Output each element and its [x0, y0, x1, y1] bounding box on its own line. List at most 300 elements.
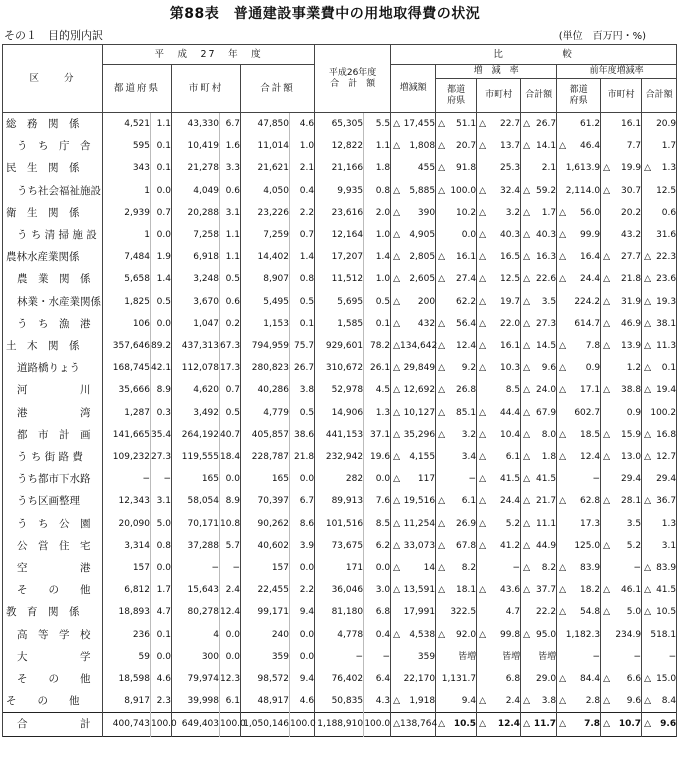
cell-e: [391, 268, 436, 290]
land-acquisition-table: [2, 44, 677, 737]
table-row: [3, 557, 677, 579]
cell-c: 70,397: [241, 490, 290, 512]
cell-a: 343: [103, 157, 151, 179]
cell-a: 357,646: [103, 335, 151, 357]
cell-f: [436, 402, 477, 424]
cell-f: [436, 424, 477, 446]
cell-value: 322.5: [450, 607, 477, 618]
cell-e: [391, 379, 436, 401]
cell-value: 61.2: [580, 119, 601, 129]
negative-sign: △: [393, 363, 400, 374]
cell-cs: 0.0: [290, 557, 315, 579]
cell-value: 37.7: [536, 585, 557, 596]
cell-e: [391, 668, 436, 690]
cell-value: 51.1: [456, 119, 477, 129]
negative-sign: △: [603, 696, 610, 707]
cell-f: [436, 379, 477, 401]
cell-value: 1.2: [626, 363, 642, 374]
cell-value: 5,885: [409, 185, 436, 196]
cell-i: [557, 490, 601, 512]
cell-k: [642, 646, 677, 668]
cell-value: 19.7: [500, 296, 521, 307]
cell-f: [436, 202, 477, 224]
row-label: 公 営 住 宅: [3, 535, 103, 557]
negative-sign: △: [479, 296, 486, 307]
cell-cs: 100.0: [290, 713, 315, 736]
cell-ds: 100.0: [364, 713, 391, 736]
cell-value: 67.9: [536, 407, 557, 418]
cell-ds: 37.1: [364, 424, 391, 446]
cell-value: 13.9: [621, 341, 642, 352]
negative-sign: △: [644, 163, 651, 174]
cell-value: 44.9: [536, 540, 557, 551]
cell-h: [521, 291, 557, 313]
cell-b: 39,998: [172, 690, 220, 713]
row-label: 都 市 計 画: [3, 424, 103, 446]
cell-a: 12,343: [103, 490, 151, 512]
cell-k: [642, 224, 677, 246]
row-label: 林業・水産業関係: [3, 291, 103, 313]
cell-d: 171: [315, 557, 364, 579]
cell-b: 80,278: [172, 601, 220, 623]
cell-value: 602.7: [574, 407, 601, 418]
negative-sign: △: [603, 163, 610, 174]
cell-h: [521, 579, 557, 601]
cell-i: [557, 180, 601, 202]
cell-value: 11.3: [656, 341, 677, 352]
negative-sign: △: [393, 252, 400, 263]
cell-j: [601, 224, 642, 246]
row-label: 総 務 関 係: [3, 113, 103, 136]
cell-value: 10.3: [500, 363, 521, 374]
cell-j: [601, 246, 642, 268]
header-rate-todofuken: 都道 府県: [436, 79, 477, 113]
cell-value: 3.2: [505, 207, 521, 218]
negative-sign: △: [438, 141, 445, 152]
cell-value: 56.4: [456, 318, 477, 329]
cell-value: 14: [423, 563, 436, 574]
negative-sign: △: [479, 585, 486, 596]
negative-sign: △: [644, 341, 651, 352]
cell-cs: 9.4: [290, 601, 315, 623]
cell-value: 19.9: [621, 163, 642, 174]
cell-f: [436, 690, 477, 713]
cell-cs: 2.2: [290, 579, 315, 601]
cell-k: [642, 291, 677, 313]
cell-g: [477, 180, 521, 202]
cell-a: 141,665: [103, 424, 151, 446]
negative-sign: △: [438, 163, 445, 174]
negative-sign: △: [559, 341, 566, 352]
cell-bs: 0.2: [220, 313, 241, 335]
negative-sign: △: [523, 274, 530, 285]
cell-d: 36,046: [315, 579, 364, 601]
cell-cs: 38.6: [290, 424, 315, 446]
cell-b: 3,670: [172, 291, 220, 313]
negative-sign: △: [393, 141, 400, 152]
cell-value: 22.2: [536, 607, 557, 618]
cell-cs: 2.1: [290, 157, 315, 179]
cell-value: 1,808: [409, 141, 436, 152]
cell-i: [557, 224, 601, 246]
negative-sign: △: [523, 363, 530, 374]
cell-i: [557, 690, 601, 713]
negative-sign: △: [438, 185, 445, 196]
cell-value: 9.2: [461, 363, 477, 374]
table-row: [3, 513, 677, 535]
cell-ds: 6.8: [364, 601, 391, 623]
cell-bs: 0.0: [220, 646, 241, 668]
table-row: [3, 157, 677, 179]
cell-e: [391, 690, 436, 713]
cell-i: [557, 291, 601, 313]
cell-bs: 1.1: [220, 246, 241, 268]
cell-value: 91.8: [456, 163, 477, 174]
unit-note: (単位 百万円・%): [558, 31, 646, 42]
cell-value: 44.4: [500, 407, 521, 418]
cell-d: 9,935: [315, 180, 364, 202]
cell-k: [642, 379, 677, 401]
cell-j: [601, 402, 642, 424]
cell-g: [477, 135, 521, 157]
cell-value: 27.3: [536, 318, 557, 329]
cell-value: 92.0: [456, 629, 477, 640]
cell-k: [642, 468, 677, 490]
cell-e: [391, 335, 436, 357]
cell-f: [436, 468, 477, 490]
cell-value: 0.1: [661, 363, 677, 374]
cell-value: 31.6: [656, 230, 677, 241]
cell-c: 7,259: [241, 224, 290, 246]
negative-sign: △: [603, 607, 610, 618]
negative-sign: △: [644, 719, 651, 730]
cell-i: [557, 246, 601, 268]
cell-h: [521, 446, 557, 468]
table-row: [3, 379, 677, 401]
cell-c: 40,602: [241, 535, 290, 557]
cell-value: 9.6: [626, 696, 642, 707]
cell-e: [391, 579, 436, 601]
cell-ds: 6.4: [364, 668, 391, 690]
negative-sign: △: [523, 518, 530, 529]
cell-a: 1: [103, 180, 151, 202]
cell-c: 14,402: [241, 246, 290, 268]
cell-d: 76,402: [315, 668, 364, 690]
table-row: [3, 446, 677, 468]
cell-value: 390: [417, 207, 436, 218]
cell-value: 15.0: [656, 674, 677, 685]
cell-c: 90,262: [241, 513, 290, 535]
cell-h: [521, 513, 557, 535]
cell-e: [391, 291, 436, 313]
cell-c: 359: [241, 646, 290, 668]
cell-c: 48,917: [241, 690, 290, 713]
cell-value: 1.3: [661, 163, 677, 174]
cell-cs: 9.4: [290, 668, 315, 690]
cell-f: [436, 268, 477, 290]
negative-sign: △: [644, 496, 651, 507]
negative-sign: △: [603, 274, 610, 285]
cell-value: 6.8: [505, 674, 521, 685]
row-label: 道路橋りょう: [3, 357, 103, 379]
cell-value: 25.3: [500, 163, 521, 174]
cell-value: 20.9: [656, 119, 677, 129]
cell-ds: 4.3: [364, 690, 391, 713]
negative-sign: △: [438, 119, 445, 129]
negative-sign: △: [523, 185, 530, 196]
cell-h: [521, 335, 557, 357]
negative-sign: △: [438, 563, 445, 574]
negative-sign: △: [603, 296, 610, 307]
cell-j: [601, 313, 642, 335]
negative-sign: △: [644, 563, 651, 574]
cell-value: 22.7: [500, 119, 521, 129]
negative-sign: △: [393, 185, 400, 196]
cell-k: [642, 202, 677, 224]
cell-b: 7,258: [172, 224, 220, 246]
cell-b: 3,492: [172, 402, 220, 424]
cell-g: [477, 268, 521, 290]
cell-a: 157: [103, 557, 151, 579]
cell-as: 0.0: [151, 313, 172, 335]
cell-value: 11,254: [403, 518, 436, 529]
cell-d: 65,305: [315, 113, 364, 136]
cell-c: 4,779: [241, 402, 290, 424]
cell-ds: −: [364, 646, 391, 668]
cell-value: 13,591: [403, 585, 436, 596]
cell-value: 31.9: [621, 296, 642, 307]
cell-b: 119,555: [172, 446, 220, 468]
cell-value: 95.0: [536, 629, 557, 640]
cell-value: 84.4: [580, 674, 601, 685]
cell-h: [521, 424, 557, 446]
header-h27: 平 成 27 年 度: [103, 45, 315, 65]
negative-sign: △: [393, 341, 400, 352]
cell-j: [601, 535, 642, 557]
cell-value: 16.1: [456, 252, 477, 263]
cell-g: [477, 291, 521, 313]
cell-value: 27.7: [621, 252, 642, 263]
cell-b: 58,054: [172, 490, 220, 512]
negative-sign: △: [523, 230, 530, 241]
cell-e: [391, 713, 436, 736]
cell-cs: 3.9: [290, 535, 315, 557]
cell-value: 29.0: [536, 674, 557, 685]
cell-a: 4,521: [103, 113, 151, 136]
cell-k: [642, 668, 677, 690]
cell-bs: 3.3: [220, 157, 241, 179]
cell-b: 20,288: [172, 202, 220, 224]
row-label: 河 川: [3, 379, 103, 401]
cell-d: 14,906: [315, 402, 364, 424]
cell-value: 皆増: [502, 651, 521, 662]
cell-value: 59.2: [536, 185, 557, 196]
cell-a: 109,232: [103, 446, 151, 468]
cell-value: 1.7: [541, 207, 557, 218]
cell-f: [436, 490, 477, 512]
cell-value: 21.7: [536, 496, 557, 507]
cell-value: 41.5: [656, 585, 677, 596]
row-label: うち社会福祉施設: [3, 180, 103, 202]
negative-sign: △: [603, 429, 610, 440]
cell-value: 4,155: [409, 452, 436, 463]
cell-g: [477, 535, 521, 557]
cell-c: 405,857: [241, 424, 290, 446]
cell-d: −: [315, 646, 364, 668]
cell-cs: 0.1: [290, 313, 315, 335]
cell-h: [521, 490, 557, 512]
cell-value: 16.5: [500, 252, 521, 263]
cell-i: [557, 557, 601, 579]
cell-i: [557, 113, 601, 136]
cell-value: 14.5: [536, 341, 557, 352]
cell-value: 28.1: [621, 496, 642, 507]
cell-d: 4,778: [315, 624, 364, 646]
cell-value: 8.5: [505, 385, 521, 396]
cell-value: 32.4: [500, 185, 521, 196]
cell-value: 22.0: [500, 318, 521, 329]
cell-b: 165: [172, 468, 220, 490]
table-row: [3, 713, 677, 736]
negative-sign: △: [479, 474, 486, 485]
cell-h: [521, 402, 557, 424]
cell-value: 27.4: [456, 274, 477, 285]
table-row: [3, 535, 677, 557]
cell-c: 98,572: [241, 668, 290, 690]
cell-value: 3.5: [626, 518, 642, 529]
cell-value: 8.2: [541, 563, 557, 574]
cell-ds: 0.0: [364, 468, 391, 490]
cell-j: [601, 690, 642, 713]
table-row: [3, 668, 677, 690]
cell-f: [436, 157, 477, 179]
negative-sign: △: [438, 540, 445, 551]
negative-sign: △: [559, 563, 566, 574]
cell-as: 100.0: [151, 713, 172, 736]
cell-value: 56.0: [580, 207, 601, 218]
header-zougen-ritsu: 増 減 率: [436, 65, 557, 79]
cell-bs: 0.0: [220, 468, 241, 490]
cell-i: [557, 668, 601, 690]
cell-bs: 67.3: [220, 335, 241, 357]
cell-cs: 3.8: [290, 379, 315, 401]
negative-sign: △: [438, 496, 445, 507]
cell-f: [436, 291, 477, 313]
cell-c: 4,050: [241, 180, 290, 202]
negative-sign: △: [479, 452, 486, 463]
cell-cs: 4.6: [290, 113, 315, 136]
negative-sign: △: [393, 563, 400, 574]
cell-j: [601, 513, 642, 535]
cell-k: [642, 446, 677, 468]
cell-as: 1.7: [151, 579, 172, 601]
cell-b: 79,974: [172, 668, 220, 690]
cell-value: 17,455: [403, 119, 436, 129]
cell-c: 47,850: [241, 113, 290, 136]
table-row: [3, 135, 677, 157]
cell-value: 432: [417, 318, 436, 329]
cell-cs: 1.0: [290, 135, 315, 157]
negative-sign: △: [523, 696, 530, 707]
table-row: [3, 313, 677, 335]
cell-g: [477, 690, 521, 713]
negative-sign: △: [438, 585, 445, 596]
cell-cs: 0.0: [290, 624, 315, 646]
row-label: 農林水産業関係: [3, 246, 103, 268]
cell-h: [521, 624, 557, 646]
negative-sign: △: [438, 385, 445, 396]
negative-sign: △: [393, 629, 400, 640]
cell-value: 3.5: [541, 296, 557, 307]
cell-value: 0.9: [585, 363, 601, 374]
cell-b: 4,049: [172, 180, 220, 202]
cell-bs: 12.3: [220, 668, 241, 690]
cell-value: −: [633, 651, 642, 662]
cell-value: 43.6: [500, 585, 521, 596]
negative-sign: △: [479, 363, 486, 374]
negative-sign: △: [393, 296, 400, 307]
cell-ds: 1.8: [364, 157, 391, 179]
cell-a: 18,598: [103, 668, 151, 690]
cell-d: 12,822: [315, 135, 364, 157]
cell-k: [642, 513, 677, 535]
cell-b: 649,403: [172, 713, 220, 736]
table-row: [3, 246, 677, 268]
cell-k: [642, 579, 677, 601]
negative-sign: △: [479, 696, 486, 707]
negative-sign: △: [523, 296, 530, 307]
cell-value: 皆増: [538, 651, 557, 662]
cell-as: 4.7: [151, 601, 172, 623]
row-label: う ち 公 園: [3, 513, 103, 535]
cell-bs: 1.1: [220, 224, 241, 246]
cell-cs: 6.7: [290, 490, 315, 512]
negative-sign: △: [603, 496, 610, 507]
row-label: 港 湾: [3, 402, 103, 424]
cell-d: 17,207: [315, 246, 364, 268]
cell-i: [557, 579, 601, 601]
cell-f: [436, 557, 477, 579]
cell-c: 280,823: [241, 357, 290, 379]
cell-value: 23.6: [656, 274, 677, 285]
cell-i: [557, 135, 601, 157]
cell-value: 46.1: [621, 585, 642, 596]
cell-value: 35,296: [403, 429, 436, 440]
negative-sign: △: [479, 341, 486, 352]
cell-a: 2,939: [103, 202, 151, 224]
cell-k: [642, 335, 677, 357]
negative-sign: △: [479, 407, 486, 418]
table-row: [3, 224, 677, 246]
cell-b: 37,288: [172, 535, 220, 557]
cell-h: [521, 713, 557, 736]
cell-j: [601, 157, 642, 179]
cell-cs: 4.6: [290, 690, 315, 713]
cell-b: 4: [172, 624, 220, 646]
cell-as: 1.9: [151, 246, 172, 268]
cell-value: 10.7: [618, 719, 642, 730]
negative-sign: △: [523, 119, 530, 129]
cell-k: [642, 490, 677, 512]
negative-sign: △: [523, 719, 530, 730]
cell-value: 14.1: [536, 141, 557, 152]
negative-sign: △: [644, 585, 651, 596]
negative-sign: △: [479, 429, 486, 440]
table-row: [3, 424, 677, 446]
cell-value: 26.7: [536, 119, 557, 129]
cell-value: 200: [417, 296, 436, 307]
cell-value: 9.6: [541, 363, 557, 374]
